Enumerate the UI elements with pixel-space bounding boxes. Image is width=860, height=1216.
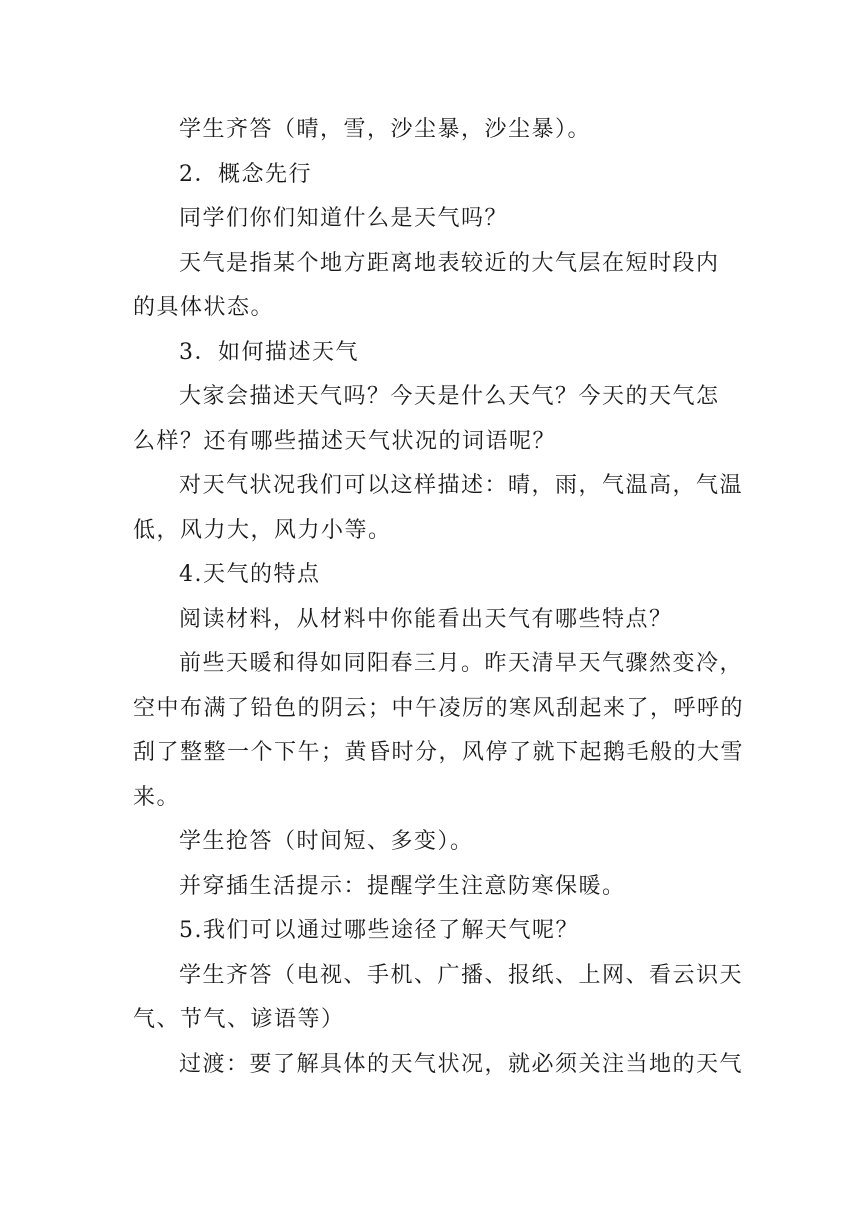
text-line: 4.天气的特点 xyxy=(179,562,321,587)
text-line: 阅读材料，从材料中你能看出天气有哪些特点？ xyxy=(179,606,673,632)
text-line: 学生齐答（电视、手机、广播、报纸、上网、看云识天 xyxy=(179,962,744,988)
paragraph xyxy=(133,464,744,553)
paragraph xyxy=(133,820,733,865)
text-line: 过渡：要了解具体的天气状况，就必须关注当地的天气 xyxy=(179,1051,744,1077)
text-line: 空中布满了铅色的阴云；中午凌厉的寒风刮起来了，呼呼的 xyxy=(133,695,745,721)
text-line: 来。 xyxy=(133,784,181,810)
text-line: 3．如何描述天气 xyxy=(179,339,359,365)
paragraph xyxy=(133,865,733,910)
text-line: 对天气状况我们可以这样描述：晴，雨，气温高，气温 xyxy=(179,473,744,498)
section-heading xyxy=(133,153,733,198)
paragraph xyxy=(133,375,733,464)
text-line: 5.我们可以通过哪些途径了解天气呢？ xyxy=(179,918,579,943)
text-line: 气、节气、谚语等） xyxy=(133,1007,345,1032)
section-heading xyxy=(133,331,733,376)
text-line: 前些天暖和得如同阳春三月。昨天清早天气骤然变冷， xyxy=(179,651,744,676)
text-line: 2．概念先行 xyxy=(179,161,312,187)
paragraph xyxy=(133,197,733,242)
text-line: 刮了整整一个下午；黄昏时分，风停了就下起鹅毛般的大雪 xyxy=(133,740,745,765)
text-line: 低，风力大，风力小等。 xyxy=(133,517,392,543)
paragraph xyxy=(133,242,733,331)
paragraph xyxy=(133,954,744,1043)
text-line: 大家会描述天气吗？今天是什么天气？今天的天气怎 xyxy=(179,384,720,409)
text-line: 学生抢答（时间短、多变）。 xyxy=(179,829,474,854)
paragraph xyxy=(133,108,733,153)
text-line: 并穿插生活提示：提醒学生注意防寒保暖。 xyxy=(179,873,626,899)
document-body xyxy=(133,108,745,1087)
section-heading xyxy=(133,909,733,954)
section-heading xyxy=(133,553,733,598)
paragraph xyxy=(133,598,733,643)
text-line: 么样？还有哪些描述天气状况的词语呢？ xyxy=(133,428,557,454)
paragraph xyxy=(133,642,745,820)
text-line: 天气是指某个地方距离地表较近的大气层在短时段内 xyxy=(179,250,720,276)
paragraph xyxy=(133,1043,744,1088)
text-line: 同学们你们知道什么是天气吗？ xyxy=(179,206,509,231)
text-line: 学生齐答（晴，雪，沙尘暴，沙尘暴）。 xyxy=(179,117,592,142)
text-line: 的具体状态。 xyxy=(133,295,275,320)
